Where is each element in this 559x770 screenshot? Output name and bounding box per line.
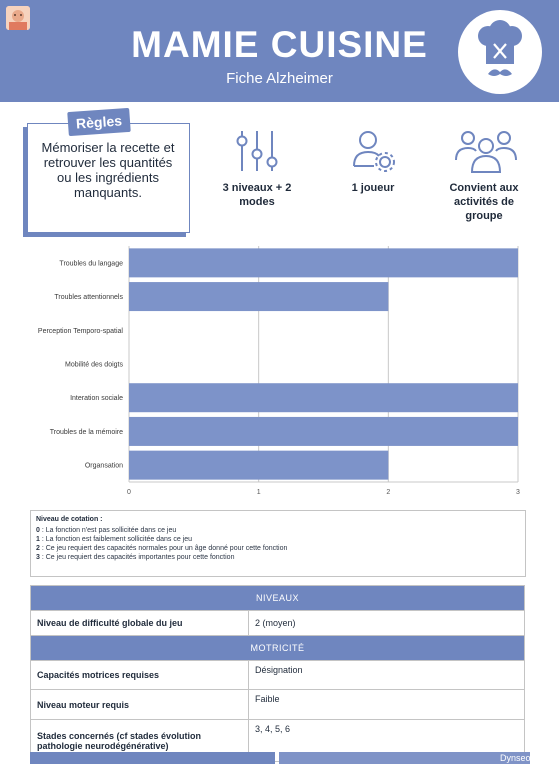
functions-bar-chart xyxy=(0,240,559,502)
footer-bar-left xyxy=(30,752,275,764)
motor-header: MOTRICITÉ xyxy=(31,636,525,661)
chart-category-label: Interation sociale xyxy=(70,395,123,403)
rules-text: Mémoriser la recette et retrouver les quantités ou les ingrédients manquants. xyxy=(41,140,175,200)
page-subtitle: Fiche Alzheimer xyxy=(226,70,333,87)
chart-x-tick-label: 1 xyxy=(256,489,261,496)
chart-bar xyxy=(129,417,518,446)
chef-logo-icon xyxy=(458,10,542,94)
motor-skills-label: Capacités motrices requises xyxy=(31,661,249,690)
motor-level-label: Niveau moteur requis xyxy=(31,690,249,720)
table-row xyxy=(31,611,525,636)
rating-legend-title: Niveau de cotation : xyxy=(36,516,103,523)
levels-section-header xyxy=(31,586,525,611)
table-row xyxy=(31,690,525,720)
feature-group-label: Convient aux activités de groupe xyxy=(449,182,519,222)
chart-x-tick-label: 2 xyxy=(386,489,391,496)
difficulty-value: 2 (moyen) xyxy=(249,611,525,636)
rating-legend-line: 3 : Ce jeu requiert des capacités importantes pour cette fonction xyxy=(36,554,235,561)
levels-header: NIVEAUX xyxy=(31,586,525,611)
table-row xyxy=(31,661,525,690)
motor-level-value: Faible xyxy=(249,690,525,720)
chart-bar xyxy=(129,451,388,480)
feature-levels-label: 3 niveaux + 2 modes xyxy=(222,182,292,208)
chart-bar xyxy=(129,383,518,412)
chart-category-label: Troubles attentionnels xyxy=(54,294,123,302)
motor-skills-value: Désignation xyxy=(249,661,525,690)
stages-label: Stades concernés (cf stades évolution pathologie neurodégénérative) xyxy=(31,720,249,762)
stages-value: 3, 4, 5, 6 xyxy=(249,720,525,762)
page-title: MAMIE CUISINE xyxy=(131,24,428,65)
sliders-icon xyxy=(232,126,282,176)
user-gear-icon xyxy=(348,126,398,176)
chart-bar xyxy=(129,282,388,311)
rating-legend-line: 1 : La fonction est faiblement sollicitée dans ce jeu xyxy=(36,536,193,543)
chart-category-label: Perception Temporo-spatial xyxy=(37,327,123,335)
chart-bar xyxy=(129,248,518,277)
motor-section-header xyxy=(31,636,525,661)
difficulty-label: Niveau de difficulté globale du jeu xyxy=(31,611,249,636)
rules-badge: Règles xyxy=(67,108,131,136)
feature-players-label: 1 joueur xyxy=(351,182,395,194)
chart-category-label: Troubles du langage xyxy=(59,260,123,268)
chart-category-label: Troubles de la mémoire xyxy=(49,428,123,436)
group-icon xyxy=(454,126,518,176)
rating-legend-line: 2 : Ce jeu requiert des capacités normales pour un âge donné pour cette fonction xyxy=(36,545,288,552)
chart-category-label: Mobilité des doigts xyxy=(65,361,123,369)
game-info-table xyxy=(30,585,525,762)
footer-brand: Dynseo xyxy=(500,753,531,763)
chart-category-label: Organsation xyxy=(84,462,123,470)
chart-x-tick-label: 3 xyxy=(516,489,520,496)
chart-x-tick-label: 0 xyxy=(127,489,131,496)
rating-legend-line: 0 : La fonction n'est pas sollicitée dans ce jeu xyxy=(36,527,177,534)
footer-bar-right xyxy=(279,752,530,764)
